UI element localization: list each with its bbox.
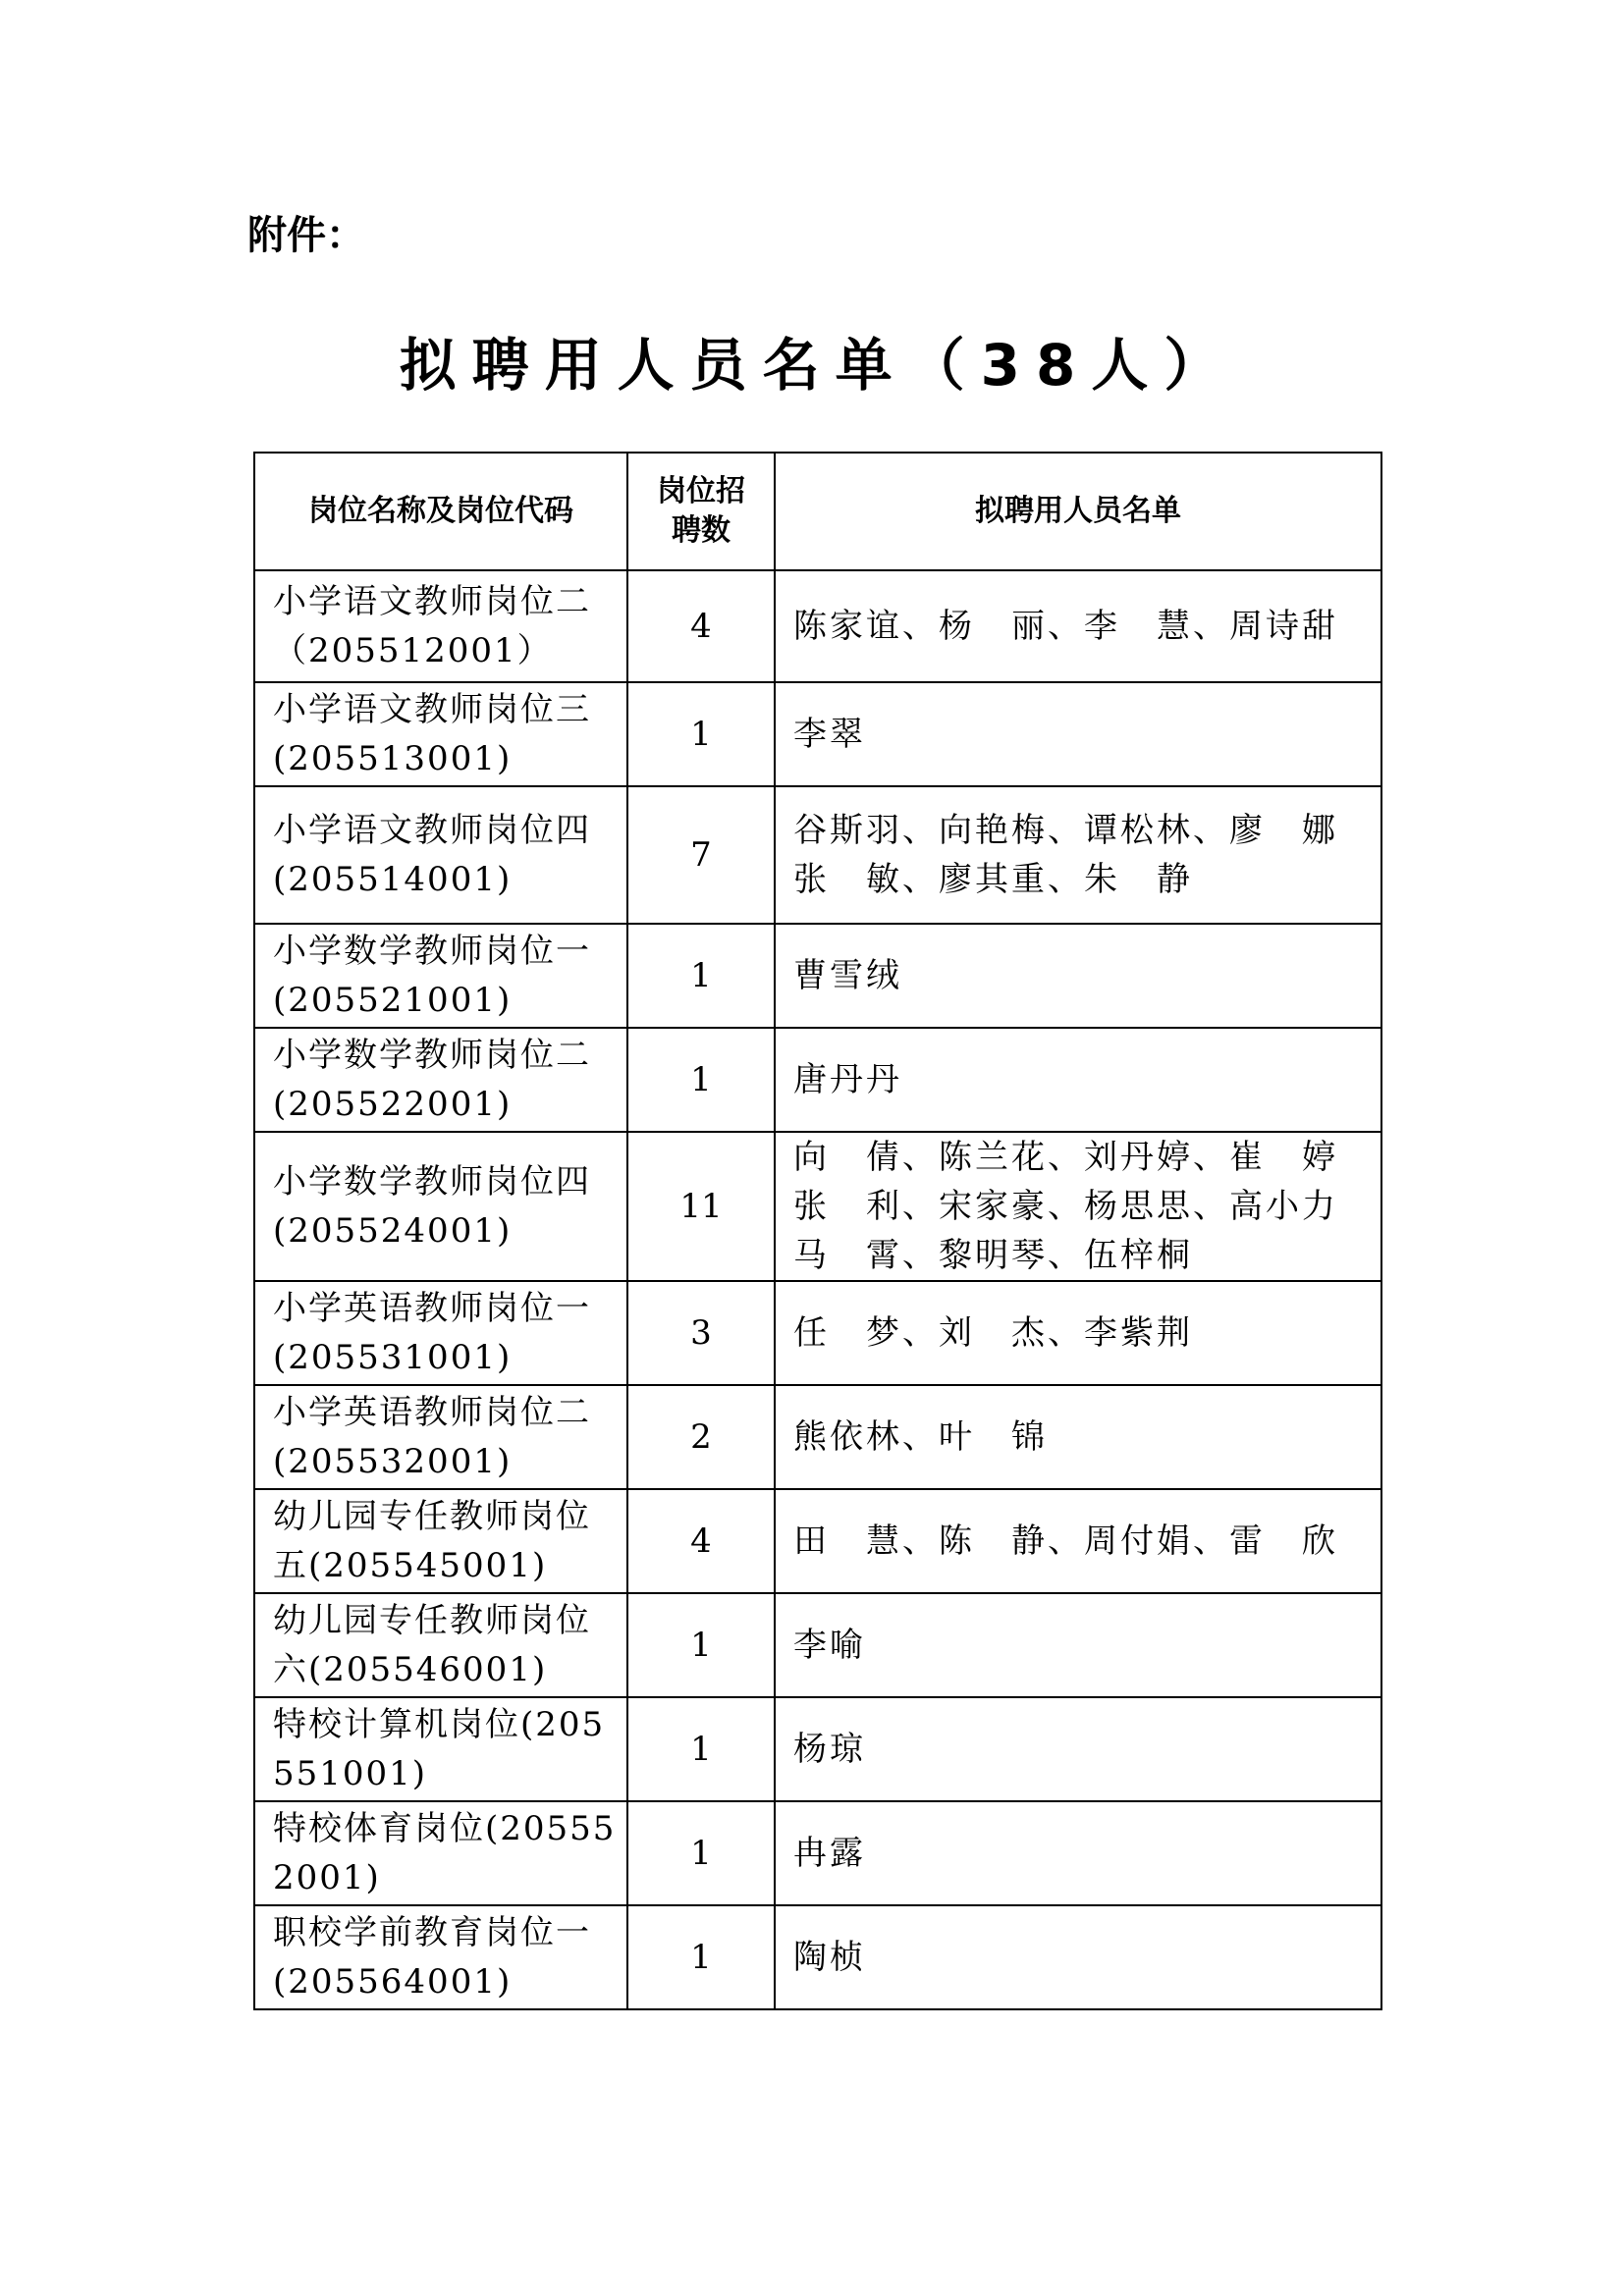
hired-names (775, 1385, 1381, 1489)
post-name-code: 小学语文教师岗位二（205512001） (254, 570, 627, 682)
hired-names-line: 陶桢 (793, 1938, 866, 1977)
hired-names-line: 冉露 (793, 1834, 866, 1873)
post-name-code: 特校体育岗位(205552001) (254, 1801, 627, 1905)
hired-names-line: 张 利、宋家豪、杨思思、高小力 (793, 1187, 1338, 1226)
hired-names-line: 张 敏、廖其重、朱 静 (793, 860, 1193, 899)
table-row (254, 1028, 1381, 1132)
post-name-code: 特校计算机岗位(205551001) (254, 1697, 627, 1801)
hired-names (775, 924, 1381, 1028)
hired-names (775, 682, 1381, 786)
post-name-code: 幼儿园专任教师岗位六(205546001) (254, 1593, 627, 1697)
table-row (254, 1489, 1381, 1593)
attachment-label: 附件： (247, 213, 365, 258)
table-row (254, 1905, 1381, 2009)
post-name-code: 职校学前教育岗位一(205564001) (254, 1905, 627, 2009)
hired-names (775, 1281, 1381, 1385)
hired-names-line: 唐丹丹 (793, 1060, 902, 1099)
post-quota: 4 (627, 570, 775, 682)
hired-names-line: 任 梦、刘 杰、李紫荆 (793, 1313, 1193, 1353)
table-row (254, 786, 1381, 924)
post-quota: 7 (627, 786, 775, 924)
header-names: 拟聘用人员名单 (775, 453, 1381, 570)
hired-names-line: 谷斯羽、向艳梅、谭松林、廖 娜 (793, 811, 1338, 850)
hired-names-line: 马 霄、黎明琴、伍梓桐 (793, 1236, 1193, 1275)
post-name-code: 小学英语教师岗位一(205531001) (254, 1281, 627, 1385)
post-quota: 1 (627, 682, 775, 786)
hired-names-line: 向 倩、陈兰花、刘丹婷、崔 婷 (793, 1138, 1338, 1177)
post-quota: 11 (627, 1132, 775, 1281)
hired-names (775, 1905, 1381, 2009)
post-name-code: 小学英语教师岗位二(205532001) (254, 1385, 627, 1489)
post-quota: 1 (627, 1593, 775, 1697)
hired-names (775, 1801, 1381, 1905)
table-row (254, 1281, 1381, 1385)
hired-names-line: 杨琼 (793, 1730, 866, 1769)
hired-names (775, 1028, 1381, 1132)
hired-names (775, 1697, 1381, 1801)
table-row (254, 682, 1381, 786)
post-quota: 3 (627, 1281, 775, 1385)
hired-names (775, 1132, 1381, 1281)
header-count: 岗位招 聘数 (627, 453, 775, 570)
table-row (254, 924, 1381, 1028)
hired-names (775, 1489, 1381, 1593)
hired-names-line: 李翠 (793, 715, 866, 754)
hired-names-line: 陈家谊、杨 丽、李 慧、周诗甜 (793, 607, 1338, 646)
table-row (254, 1132, 1381, 1281)
post-name-code: 小学数学教师岗位二(205522001) (254, 1028, 627, 1132)
post-name-code: 小学数学教师岗位四(205524001) (254, 1132, 627, 1281)
hired-names-line: 曹雪绒 (793, 956, 902, 995)
hired-names (775, 1593, 1381, 1697)
post-name-code: 小学数学教师岗位一(205521001) (254, 924, 627, 1028)
header-post: 岗位名称及岗位代码 (254, 453, 627, 570)
hired-names-line: 熊依林、叶 锦 (793, 1417, 1048, 1457)
hired-names-line: 李喻 (793, 1626, 866, 1665)
table-row (254, 570, 1381, 682)
table-body (254, 570, 1381, 2009)
hired-names-line: 田 慧、陈 静、周付娟、雷 欣 (793, 1522, 1338, 1561)
table-row (254, 1801, 1381, 1905)
table-row (254, 1697, 1381, 1801)
post-quota: 1 (627, 924, 775, 1028)
table-row (254, 1593, 1381, 1697)
post-quota: 1 (627, 1905, 775, 2009)
table-header-row (254, 453, 1381, 570)
post-quota: 1 (627, 1801, 775, 1905)
hired-names (775, 786, 1381, 924)
post-quota: 1 (627, 1697, 775, 1801)
post-name-code: 小学语文教师岗位三(205513001) (254, 682, 627, 786)
post-quota: 1 (627, 1028, 775, 1132)
post-name-code: 幼儿园专任教师岗位五(205545001) (254, 1489, 627, 1593)
table-row (254, 1385, 1381, 1489)
post-quota: 4 (627, 1489, 775, 1593)
post-quota: 2 (627, 1385, 775, 1489)
post-name-code: 小学语文教师岗位四(205514001) (254, 786, 627, 924)
hired-names (775, 570, 1381, 682)
hiring-roster-table (253, 452, 1382, 2010)
document-title: 拟聘用人员名单（38人） (399, 332, 1237, 399)
